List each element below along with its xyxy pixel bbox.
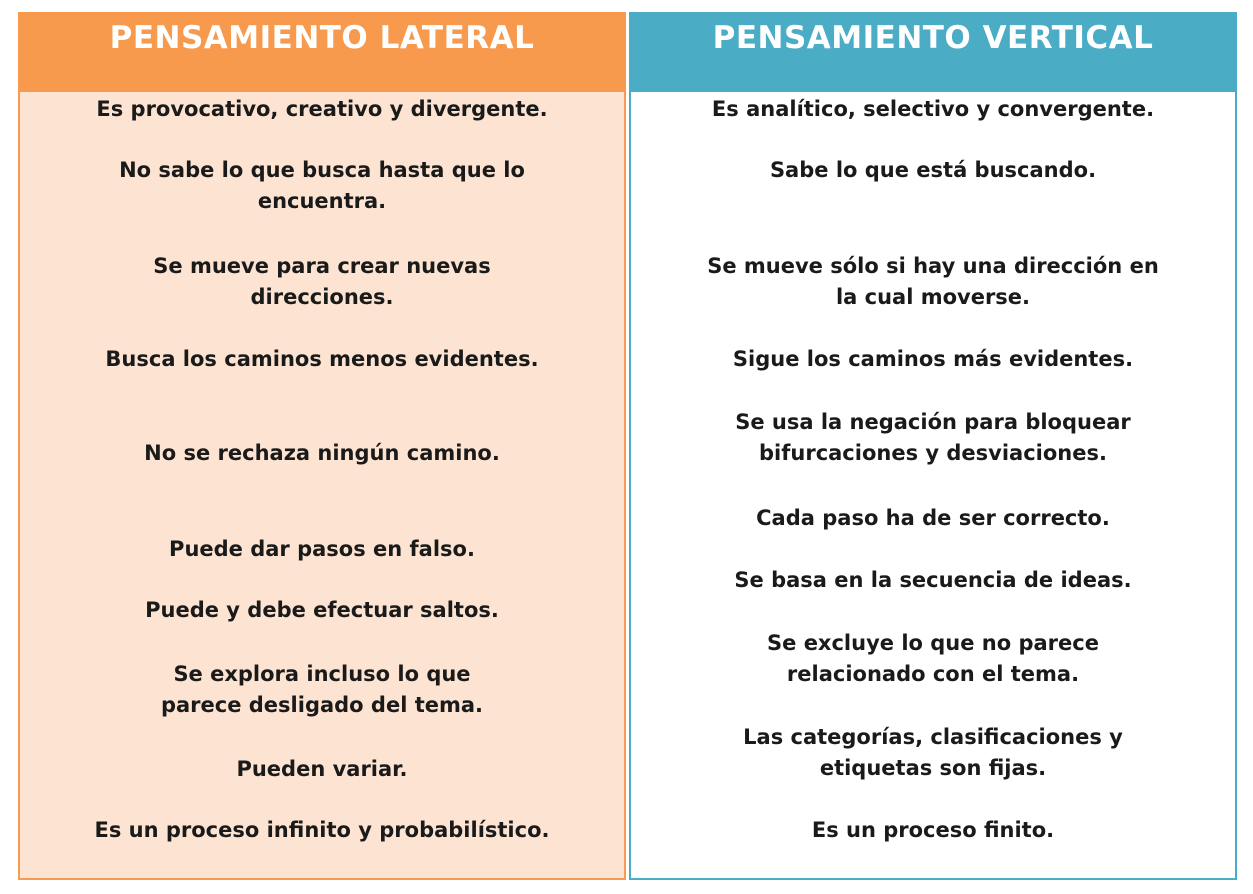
lateral-item: Es un proceso infinito y probabilístico. <box>94 818 550 842</box>
vertical-item: Se mueve sólo si hay una dirección en la cual moverse. <box>707 254 1159 309</box>
vertical-item: Se basa en la secuencia de ideas. <box>734 568 1132 592</box>
lateral-item: No sabe lo que busca hasta que lo encuentra. <box>119 158 525 213</box>
vertical-item: Sabe lo que está buscando. <box>769 158 1097 182</box>
lateral-item: Pueden variar. <box>236 757 408 781</box>
vertical-item: Las categorías, clasificaciones y etiquetas son fijas. <box>743 725 1123 780</box>
vertical-item: Se usa la negación para bloquear bifurcaciones y desviaciones. <box>735 410 1131 465</box>
vertical-column <box>629 12 1237 880</box>
vertical-item: Cada paso ha de ser correcto. <box>756 506 1110 530</box>
lateral-item: No se rechaza ningún camino. <box>144 441 500 465</box>
vertical-header: PENSAMIENTO VERTICAL <box>629 12 1237 92</box>
lateral-item: Se explora incluso lo que parece desligado del tema. <box>160 662 484 717</box>
vertical-item: Es un proceso finito. <box>811 818 1055 842</box>
vertical-item: Es analítico, selectivo y convergente. <box>711 97 1155 121</box>
lateral-item: Busca los caminos menos evidentes. <box>105 347 539 371</box>
vertical-item: Se excluye lo que no parece relacionado con el tema. <box>767 631 1099 686</box>
lateral-item: Es provocativo, creativo y divergente. <box>96 97 548 121</box>
lateral-item: Puede y debe efectuar saltos. <box>145 598 499 622</box>
lateral-item: Se mueve para crear nuevas direcciones. <box>153 254 491 309</box>
lateral-item: Puede dar pasos en falso. <box>169 537 475 561</box>
vertical-item: Sigue los caminos más evidentes. <box>732 347 1134 371</box>
lateral-column <box>18 12 626 880</box>
lateral-header: PENSAMIENTO LATERAL <box>18 12 626 92</box>
